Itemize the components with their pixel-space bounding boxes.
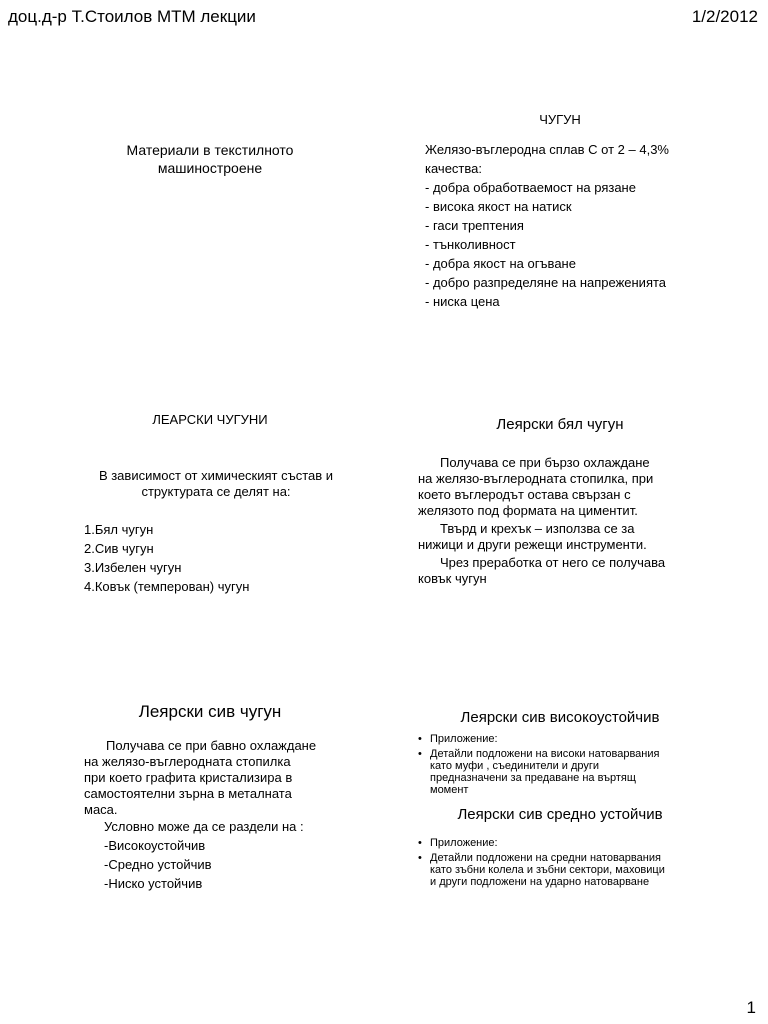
bullet-item [417,748,717,796]
slide3-intro-line: В зависимост от химическият състав и [98,468,334,483]
slide4-line: Чрез преработка от него се получава [440,555,666,570]
slide5-line: на желязо-въглеродната стопилка [84,754,291,769]
slide1-title-line: Материали в текстилното [126,142,294,158]
slide3-item: 1.Бял чугун [84,522,154,537]
slide4-paragraph [418,521,718,553]
bullet-line: предназначени за предаване на въртящ [430,772,636,784]
bullet-line: • Детайли подложени на високи натоварвания [430,748,660,760]
slide2-line: - добра якост на огъване [425,256,576,271]
slide3-item: 4.Ковък (темперован) чугун [84,579,250,594]
bullet-item [417,837,727,849]
slide2-line: - добро разпределяне на напреженията [425,275,667,290]
slide3-intro [60,468,372,500]
slide4-body [418,455,718,587]
slide6-title-a: Леярски сив високоустойчив [460,709,660,726]
slide2-line: - добра обработваемост на рязане [425,180,636,195]
slide3-item: 3.Избелен чугун [84,560,182,575]
slide2-line: качества: [425,161,482,176]
bullet-line: • Приложение: [430,733,498,745]
header-author: доц.д-р Т.Стоилов МТМ лекции [8,7,256,26]
slide2-line: - гаси трептения [425,218,524,233]
slide5-item: -Ниско устойчив [104,876,203,891]
slide4-paragraph [418,455,718,519]
slide4-line: Получава се при бързо охлаждане [440,455,650,470]
bullet-item [417,733,717,745]
slide3-intro-line: структурата се делят на: [141,484,291,499]
slide2-line: - ниска цена [425,294,500,309]
slide2-body [425,140,669,311]
slide5-item: -Средно устойчив [104,857,212,872]
slide4-line: на желязо-въглеродната стопилка, при [418,471,654,486]
slide2-line: - висока якост на натиск [425,199,572,214]
slide6-bullets-a [417,733,717,799]
slide5-subtitle: Условно може да се раздели на : [104,819,304,834]
header-date: 1/2/2012 [691,7,758,26]
slide2-line: - тънколивност [425,237,516,252]
slide3-title: ЛЕАРСКИ ЧУГУНИ [152,412,268,427]
slide2-title: ЧУГУН [539,112,581,127]
bullet-line: момент [430,784,469,796]
slide5-line: при което графита кристализира в [84,770,293,785]
bullet-line: като муфи , съединители и други [430,760,600,772]
slide4-title: Леярски бял чугун [496,416,624,433]
slide4-line: което въглеродът остава свързан с [418,487,631,502]
bullet-line: като зъбни колела и зъбни сектори, маховици [430,864,665,876]
bullet-line: • Детайли подложени на средни натоварвания [430,852,661,864]
slide6-bullets-b [417,837,727,891]
slide4-line: Твърд и крехък – използва се за [440,521,635,536]
slide5-line: самостоятелни зърна в металната [84,786,292,801]
slide4-line: ковък чугун [418,571,487,586]
slide3-list [84,520,249,596]
bullet-line: и други подложени на ударно натоварване [430,876,650,888]
slide6-title-b: Леярски сив средно устойчив [457,806,663,823]
slide3-item: 2.Сив чугун [84,541,154,556]
page-number: 1 [746,998,756,1017]
slide4-line: нижици и други режещи инструменти. [418,537,647,552]
slide5-line: Получава се при бавно охлаждане [106,738,317,753]
slide5-title: Леярски сив чугун [138,702,282,721]
slide2-line: Желязо-въглеродна сплав С от 2 – 4,3% [425,142,669,157]
slide4-paragraph [418,555,718,587]
slide5-list [104,817,304,893]
slide5-line: маса. [84,802,118,817]
slide5-paragraph [84,738,374,818]
bullet-item [417,852,727,888]
slide4-line: желязото под формата на циментит. [418,503,638,518]
slide1-title [60,141,360,177]
slide1-title-line: машиностроене [157,160,263,176]
slide5-item: -Високоустойчив [104,838,206,853]
bullet-line: • Приложение: [430,837,498,849]
